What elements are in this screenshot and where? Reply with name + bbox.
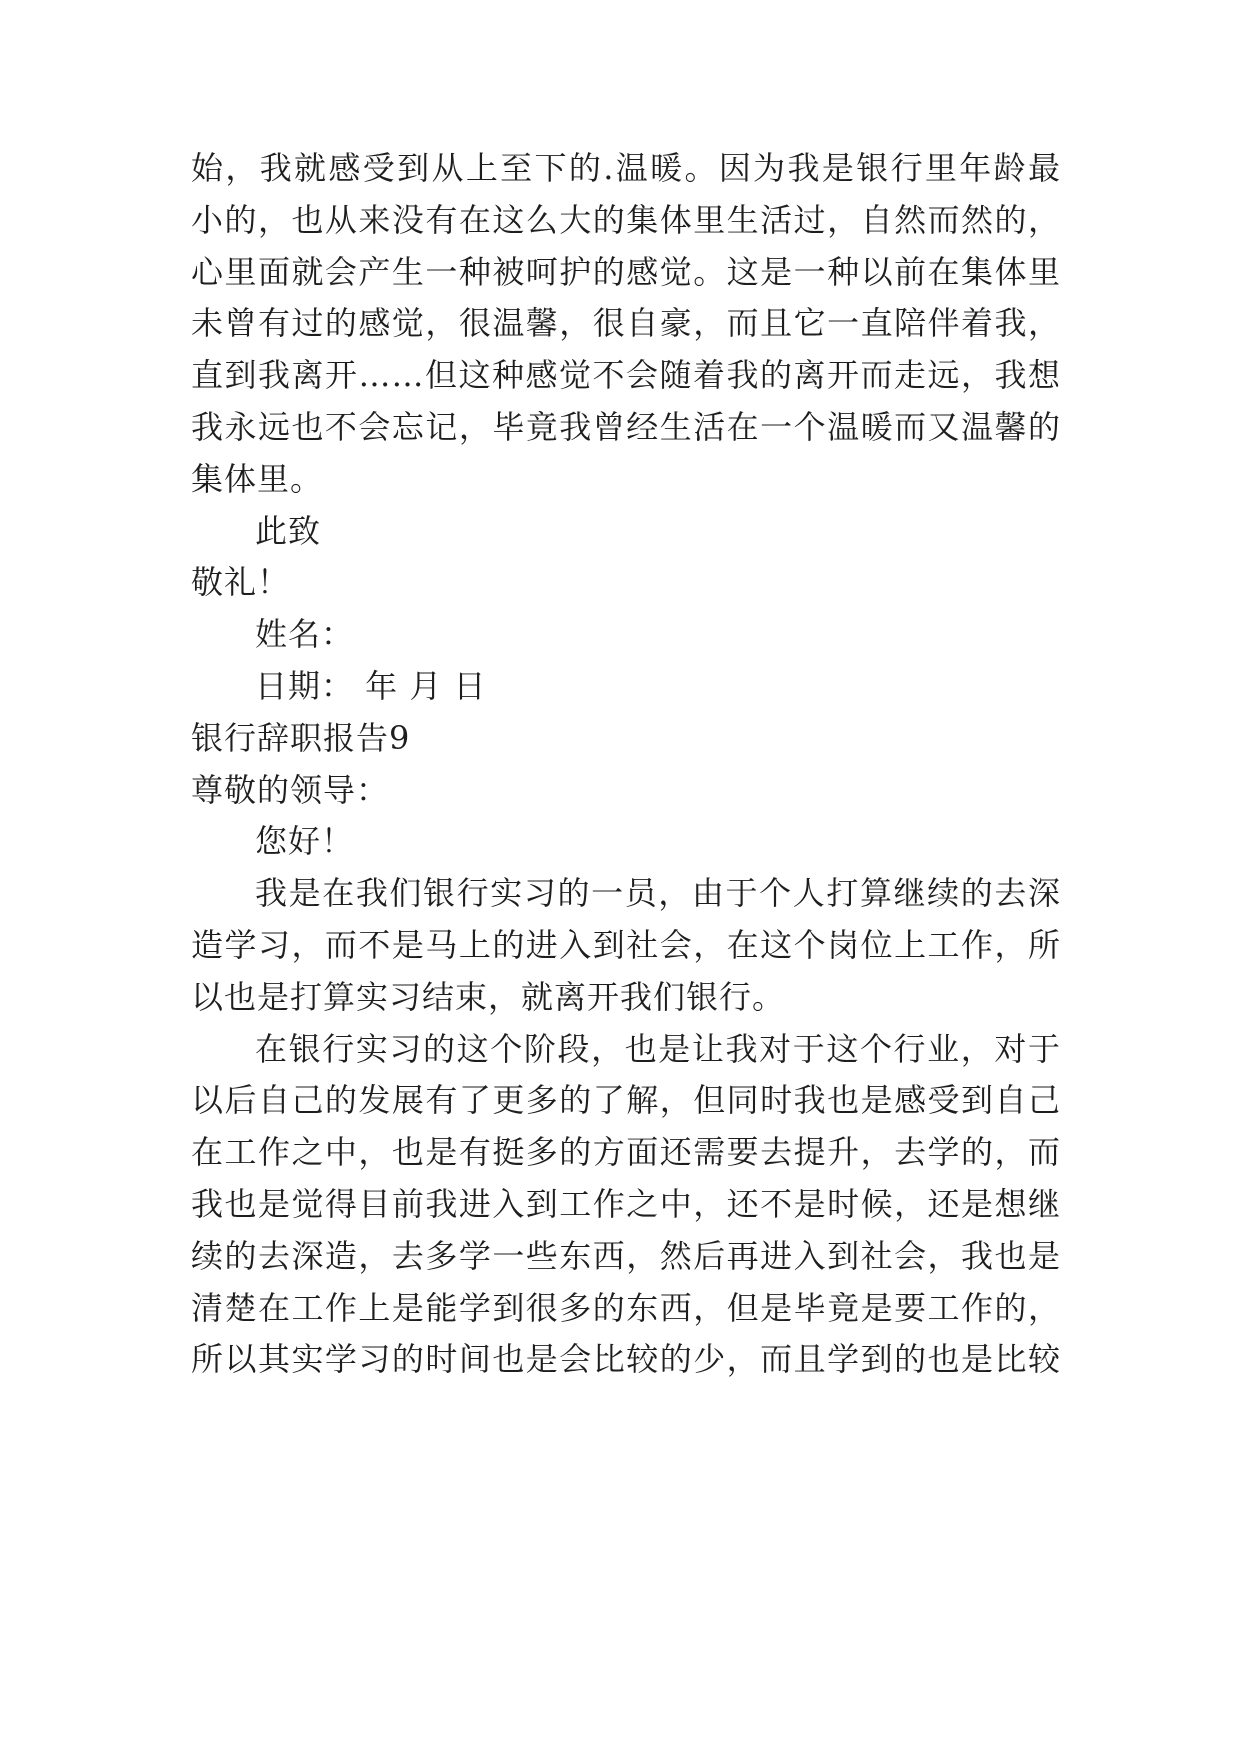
text-line: 清楚在工作上是能学到很多的东西，但是毕竟是要工作的， [191,1289,1061,1327]
text-line: 银行辞职报告9 [191,719,411,757]
text-line: 以也是打算实习结束，就离开我们银行。 [191,978,786,1016]
text-line: 您好！ [255,822,355,860]
text-line: 我是在我们银行实习的一员，由于个人打算继续的去深 [255,874,1061,912]
text-line: 姓名： [255,615,355,653]
text-line: 在工作之中，也是有挺多的方面还需要去提升，去学的，而 [191,1133,1061,1171]
text-line: 小的，也从来没有在这么大的集体里生活过，自然而然的， [191,201,1061,239]
text-line: 敬礼！ [191,563,291,601]
text-line: 日期： 年 月 日 [255,667,487,705]
text-line: 我永远也不会忘记，毕竟我曾经生活在一个温暖而又温馨的 [191,408,1061,446]
text-line: 心里面就会产生一种被呵护的感觉。这是一种以前在集体里 [191,253,1061,291]
text-line: 我也是觉得目前我进入到工作之中，还不是时候，还是想继 [191,1185,1061,1223]
text-line: 所以其实学习的时间也是会比较的少，而且学到的也是比较 [191,1340,1061,1378]
text-line: 造学习，而不是马上的进入到社会，在这个岗位上工作，所 [191,926,1061,964]
text-line: 集体里。 [191,460,324,498]
text-line: 直到我离开……但这种感觉不会随着我的离开而走远，我想 [191,356,1061,394]
text-line: 未曾有过的感觉，很温馨，很自豪，而且它一直陪伴着我， [191,304,1061,342]
text-line: 始，我就感受到从上至下的.温暖。因为我是银行里年龄最 [191,149,1061,187]
text-line: 续的去深造，去多学一些东西，然后再进入到社会，我也是 [191,1237,1061,1275]
text-line: 在银行实习的这个阶段，也是让我对于这个行业，对于 [255,1030,1061,1068]
text-line: 以后自己的发展有了更多的了解，但同时我也是感受到自己 [191,1081,1061,1119]
text-line: 此致 [255,512,322,550]
text-line: 尊敬的领导： [191,771,390,809]
